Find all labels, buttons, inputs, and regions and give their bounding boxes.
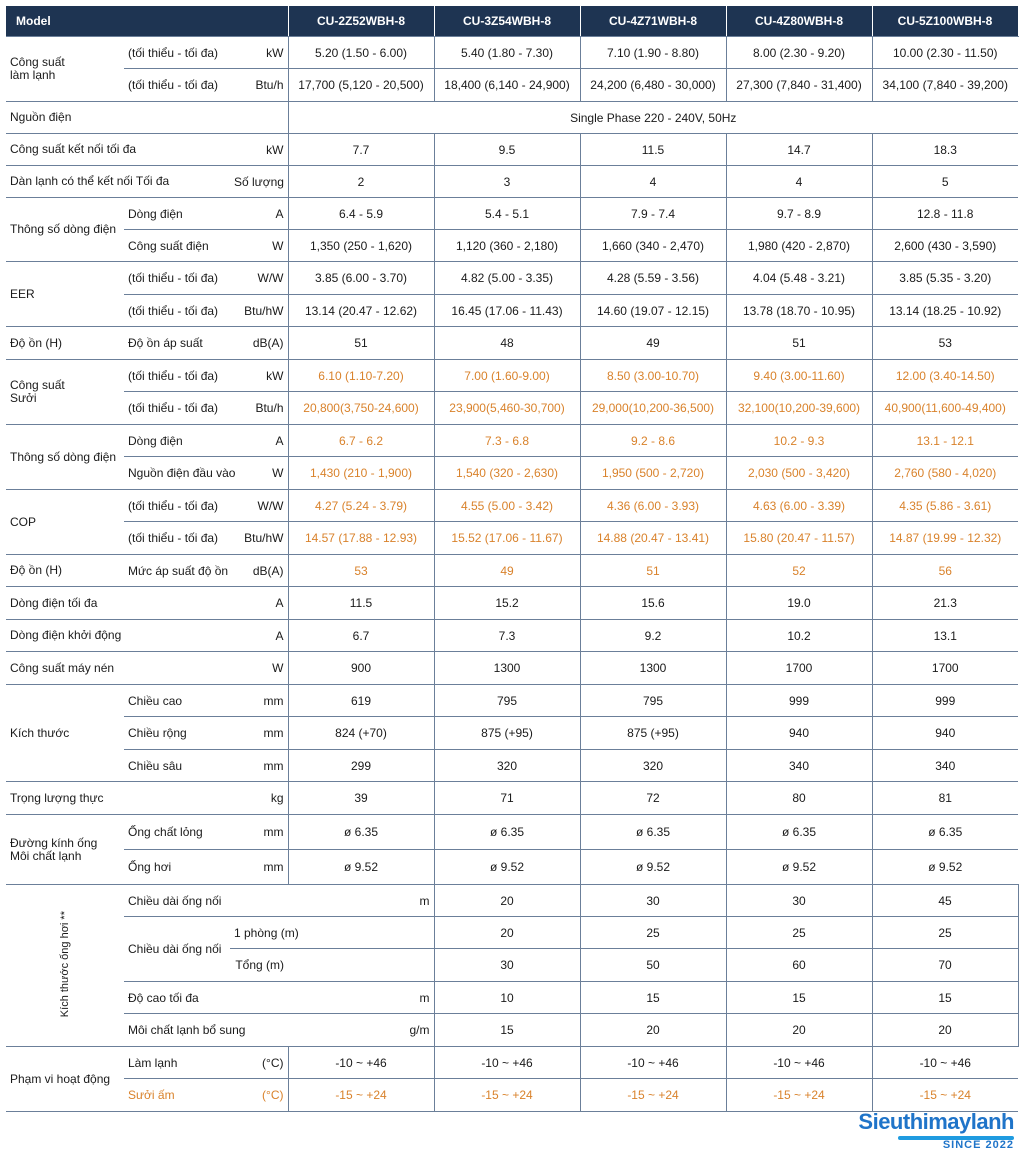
- value-cell: 24,200 (6,480 - 30,000): [580, 69, 726, 102]
- table-row: [6, 102, 1018, 134]
- table-row: [6, 166, 1018, 198]
- row-unit: dB(A): [230, 327, 288, 360]
- row-unit: W/W: [230, 490, 288, 522]
- value-cell: 25: [872, 917, 1018, 949]
- table-row: [6, 1014, 1018, 1047]
- value-cell: 25: [580, 917, 726, 949]
- row-sub-label: Ống chất lỏng: [124, 815, 230, 850]
- model-column-header: CU-2Z52WBH-8: [288, 6, 434, 37]
- value-cell: 9.2: [580, 620, 726, 652]
- value-cell: 14.7: [726, 134, 872, 166]
- row-unit: Btu/hW: [230, 522, 288, 555]
- value-cell: 1,660 (340 - 2,470): [580, 230, 726, 262]
- row-unit: kW: [230, 360, 288, 392]
- pipe-row-sub: 1 phòng (m): [230, 917, 288, 949]
- table-row: [6, 457, 1018, 490]
- value-cell: 1,980 (420 - 2,870): [726, 230, 872, 262]
- value-cell: 320: [580, 750, 726, 782]
- value-cell: 34,100 (7,840 - 39,200): [872, 69, 1018, 102]
- brand-name: Sieuthimaylanh: [858, 1109, 1014, 1134]
- row-group-label: Phạm vi hoạt động: [6, 1047, 124, 1112]
- model-column-header: CU-4Z71WBH-8: [580, 6, 726, 37]
- value-cell: 53: [872, 327, 1018, 360]
- row-unit: A: [230, 620, 288, 652]
- value-cell: 7.3 - 6.8: [434, 425, 580, 457]
- value-cell: -15 ~ +24: [288, 1079, 434, 1112]
- table-row: [6, 652, 1018, 685]
- row-unit: [288, 917, 434, 949]
- row-unit: dB(A): [230, 555, 288, 587]
- table-row: [6, 815, 1018, 850]
- value-cell: 3.85 (5.35 - 3.20): [872, 262, 1018, 295]
- row-sub-label: Độ ồn áp suất: [124, 327, 230, 360]
- value-cell: 16.45 (17.06 - 11.43): [434, 295, 580, 327]
- table-row: [6, 750, 1018, 782]
- pipe-row-label: Chiều dài ống nối: [124, 885, 288, 917]
- value-cell: 5.40 (1.80 - 7.30): [434, 37, 580, 69]
- value-cell: 20,800(3,750-24,600): [288, 392, 434, 425]
- model-column-header: CU-3Z54WBH-8: [434, 6, 580, 37]
- value-cell: 18.3: [872, 134, 1018, 166]
- value-cell: 10.2: [726, 620, 872, 652]
- value-cell: -10 ~ +46: [726, 1047, 872, 1079]
- value-cell: -10 ~ +46: [872, 1047, 1018, 1079]
- brand-since: SINCE 2022: [942, 1139, 1014, 1151]
- value-cell: 875 (+95): [434, 717, 580, 750]
- model-header: Model: [6, 6, 288, 37]
- header-row: [6, 6, 1018, 37]
- value-cell: 5.4 - 5.1: [434, 198, 580, 230]
- row-group-label: Nguồn điện: [6, 102, 230, 134]
- value-cell: -10 ~ +46: [434, 1047, 580, 1079]
- spec-body: [6, 37, 1018, 1112]
- value-cell: ø 6.35: [288, 815, 434, 850]
- row-unit: m: [288, 885, 434, 917]
- row-unit: Btu/h: [230, 69, 288, 102]
- value-cell: 619: [288, 685, 434, 717]
- row-sub-label: Mức áp suất độ ồn: [124, 555, 230, 587]
- value-cell: 1300: [580, 652, 726, 685]
- pipe-row-label: Chiều dài ống nối: [124, 917, 230, 982]
- row-group-label: Công suất làm lạnh: [6, 37, 124, 102]
- row-sub-label: (tối thiểu - tối đa): [124, 37, 230, 69]
- table-row: [6, 522, 1018, 555]
- row-sub-label: (tối thiểu - tối đa): [124, 360, 230, 392]
- table-row: [6, 587, 1018, 620]
- row-sub-label: Chiều rộng: [124, 717, 230, 750]
- row-unit: kW: [230, 134, 288, 166]
- value-cell: 4.27 (5.24 - 3.79): [288, 490, 434, 522]
- value-cell: 15: [580, 982, 726, 1014]
- value-cell: 340: [726, 750, 872, 782]
- row-sub-label: (tối thiểu - tối đa): [124, 392, 230, 425]
- value-cell: ø 9.52: [872, 850, 1018, 885]
- row-unit: kW: [230, 37, 288, 69]
- row-group-label: Độ ồn (H): [6, 555, 124, 587]
- value-cell: 15.6: [580, 587, 726, 620]
- value-cell: 7.10 (1.90 - 8.80): [580, 37, 726, 69]
- value-cell: 2: [288, 166, 434, 198]
- value-cell: 12.00 (3.40-14.50): [872, 360, 1018, 392]
- row-unit: Số lượng: [230, 166, 288, 198]
- table-row: [6, 620, 1018, 652]
- value-cell: 14.88 (20.47 - 13.41): [580, 522, 726, 555]
- value-cell: 15.52 (17.06 - 11.67): [434, 522, 580, 555]
- value-cell: 13.1: [872, 620, 1018, 652]
- value-cell: 6.7 - 6.2: [288, 425, 434, 457]
- table-row: [6, 850, 1018, 885]
- value-cell: 70: [872, 949, 1018, 982]
- value-cell: 49: [434, 555, 580, 587]
- value-cell: 18,400 (6,140 - 24,900): [434, 69, 580, 102]
- value-cell: 1,540 (320 - 2,630): [434, 457, 580, 490]
- value-cell: 40,900(11,600-49,400): [872, 392, 1018, 425]
- row-unit: (°C): [230, 1079, 288, 1112]
- pipe-row-sub: Tổng (m): [230, 949, 288, 982]
- value-cell: 999: [726, 685, 872, 717]
- value-cell: 4: [726, 166, 872, 198]
- row-unit: [288, 949, 434, 982]
- value-cell: 20: [726, 1014, 872, 1047]
- row-unit: g/m: [288, 1014, 434, 1047]
- value-cell: 1700: [726, 652, 872, 685]
- table-row: [6, 685, 1018, 717]
- row-group-label: EER: [6, 262, 124, 327]
- value-cell: 2,600 (430 - 3,590): [872, 230, 1018, 262]
- row-sub-label: (tối thiểu - tối đa): [124, 522, 230, 555]
- value-cell: 824 (+70): [288, 717, 434, 750]
- pipe-row-label: Môi chất lạnh bổ sung: [124, 1014, 288, 1047]
- value-cell: 4.36 (6.00 - 3.93): [580, 490, 726, 522]
- value-cell: 10: [434, 982, 580, 1014]
- value-cell: 4.28 (5.59 - 3.56): [580, 262, 726, 295]
- value-cell: 11.5: [288, 587, 434, 620]
- value-cell: ø 6.35: [726, 815, 872, 850]
- value-cell: 1,430 (210 - 1,900): [288, 457, 434, 490]
- value-cell: 20: [872, 1014, 1018, 1047]
- row-unit: mm: [230, 717, 288, 750]
- row-unit: A: [230, 198, 288, 230]
- value-cell: 72: [580, 782, 726, 815]
- value-cell: ø 6.35: [434, 815, 580, 850]
- pipe-group-vertical-label: Kích thước ống hơi **: [59, 910, 71, 1018]
- row-group-label: Thông số dòng điện: [6, 198, 124, 262]
- value-cell: 20: [580, 1014, 726, 1047]
- full-width-value: Single Phase 220 - 240V, 50Hz: [288, 102, 1018, 134]
- value-cell: ø 9.52: [288, 850, 434, 885]
- value-cell: 15: [872, 982, 1018, 1014]
- value-cell: 14.57 (17.88 - 12.93): [288, 522, 434, 555]
- row-sub-label: (tối thiểu - tối đa): [124, 262, 230, 295]
- value-cell: -10 ~ +46: [288, 1047, 434, 1079]
- row-unit: A: [230, 425, 288, 457]
- value-cell: 6.10 (1.10-7.20): [288, 360, 434, 392]
- value-cell: 15: [726, 982, 872, 1014]
- row-group-label: Độ ồn (H): [6, 327, 124, 360]
- row-unit: mm: [230, 815, 288, 850]
- row-sub-label: Công suất điện: [124, 230, 230, 262]
- value-cell: 2,030 (500 - 3,420): [726, 457, 872, 490]
- value-cell: 5.20 (1.50 - 6.00): [288, 37, 434, 69]
- value-cell: 81: [872, 782, 1018, 815]
- table-row: [6, 717, 1018, 750]
- value-cell: 795: [580, 685, 726, 717]
- table-row: [6, 134, 1018, 166]
- value-cell: 60: [726, 949, 872, 982]
- row-unit: [230, 102, 288, 134]
- value-cell: 13.1 - 12.1: [872, 425, 1018, 457]
- row-unit: W/W: [230, 262, 288, 295]
- row-sub-label: Sưởi ấm: [124, 1079, 230, 1112]
- value-cell: 3.85 (6.00 - 3.70): [288, 262, 434, 295]
- row-unit: kg: [230, 782, 288, 815]
- row-unit: Btu/hW: [230, 295, 288, 327]
- row-sub-label: Chiều sâu: [124, 750, 230, 782]
- table-row: [6, 392, 1018, 425]
- value-cell: 10.00 (2.30 - 11.50): [872, 37, 1018, 69]
- value-cell: 13.78 (18.70 - 10.95): [726, 295, 872, 327]
- value-cell: 4.63 (6.00 - 3.39): [726, 490, 872, 522]
- row-sub-label: (tối thiểu - tối đa): [124, 295, 230, 327]
- value-cell: 7.7: [288, 134, 434, 166]
- value-cell: ø 9.52: [434, 850, 580, 885]
- value-cell: 13.14 (18.25 - 10.92): [872, 295, 1018, 327]
- value-cell: 1,120 (360 - 2,180): [434, 230, 580, 262]
- value-cell: 48: [434, 327, 580, 360]
- value-cell: 795: [434, 685, 580, 717]
- row-group-label: Dòng điện tối đa: [6, 587, 230, 620]
- value-cell: 875 (+95): [580, 717, 726, 750]
- value-cell: 7.3: [434, 620, 580, 652]
- value-cell: 32,100(10,200-39,600): [726, 392, 872, 425]
- value-cell: 29,000(10,200-36,500): [580, 392, 726, 425]
- table-row: [6, 1047, 1018, 1079]
- value-cell: 30: [580, 885, 726, 917]
- value-cell: 1700: [872, 652, 1018, 685]
- value-cell: ø 9.52: [580, 850, 726, 885]
- value-cell: 39: [288, 782, 434, 815]
- value-cell: 6.7: [288, 620, 434, 652]
- value-cell: 6.4 - 5.9: [288, 198, 434, 230]
- value-cell: 30: [434, 949, 580, 982]
- row-unit: W: [230, 230, 288, 262]
- value-cell: ø 9.52: [726, 850, 872, 885]
- table-row: [6, 198, 1018, 230]
- value-cell: 4.04 (5.48 - 3.21): [726, 262, 872, 295]
- row-sub-label: Nguồn điện đầu vào: [124, 457, 230, 490]
- value-cell: 20: [434, 885, 580, 917]
- table-row: [6, 230, 1018, 262]
- value-cell: 940: [872, 717, 1018, 750]
- value-cell: 10.2 - 9.3: [726, 425, 872, 457]
- table-row: [6, 885, 1018, 917]
- value-cell: 49: [580, 327, 726, 360]
- value-cell: 940: [726, 717, 872, 750]
- row-sub-label: Dòng điện: [124, 198, 230, 230]
- table-row: [6, 37, 1018, 69]
- value-cell: 4.55 (5.00 - 3.42): [434, 490, 580, 522]
- row-unit: Btu/h: [230, 392, 288, 425]
- value-cell: -15 ~ +24: [434, 1079, 580, 1112]
- row-sub-label: (tối thiểu - tối đa): [124, 69, 230, 102]
- value-cell: 999: [872, 685, 1018, 717]
- value-cell: ø 6.35: [872, 815, 1018, 850]
- row-sub-label: Dòng điện: [124, 425, 230, 457]
- value-cell: 9.2 - 8.6: [580, 425, 726, 457]
- value-cell: 15.2: [434, 587, 580, 620]
- value-cell: 7.00 (1.60-9.00): [434, 360, 580, 392]
- table-row: [6, 360, 1018, 392]
- row-group-label: Trọng lượng thực: [6, 782, 230, 815]
- value-cell: 14.87 (19.99 - 12.32): [872, 522, 1018, 555]
- row-group-label: Thông số dòng điện: [6, 425, 124, 490]
- row-group-label: Đường kính ống Môi chất lạnh: [6, 815, 124, 885]
- value-cell: 71: [434, 782, 580, 815]
- value-cell: 1300: [434, 652, 580, 685]
- value-cell: 9.40 (3.00-11.60): [726, 360, 872, 392]
- brand-logo: [858, 1109, 1014, 1151]
- table-row: [6, 982, 1018, 1014]
- value-cell: 30: [726, 885, 872, 917]
- row-sub-label: Ống hơi: [124, 850, 230, 885]
- value-cell: 2,760 (580 - 4,020): [872, 457, 1018, 490]
- value-cell: 21.3: [872, 587, 1018, 620]
- value-cell: 25: [726, 917, 872, 949]
- value-cell: -10 ~ +46: [580, 1047, 726, 1079]
- table-row: [6, 782, 1018, 815]
- row-unit: m: [288, 982, 434, 1014]
- row-unit: (°C): [230, 1047, 288, 1079]
- table-row: [6, 262, 1018, 295]
- table-row: [6, 295, 1018, 327]
- value-cell: 80: [726, 782, 872, 815]
- table-row: [6, 555, 1018, 587]
- value-cell: 56: [872, 555, 1018, 587]
- value-cell: 900: [288, 652, 434, 685]
- value-cell: 8.50 (3.00-10.70): [580, 360, 726, 392]
- value-cell: 340: [872, 750, 1018, 782]
- row-group-label: Công suất máy nén: [6, 652, 230, 685]
- value-cell: 14.60 (19.07 - 12.15): [580, 295, 726, 327]
- pipe-row-label: Độ cao tối đa: [124, 982, 288, 1014]
- table-row: [6, 425, 1018, 457]
- value-cell: 11.5: [580, 134, 726, 166]
- value-cell: 3: [434, 166, 580, 198]
- row-group-label: Dàn lạnh có thể kết nối Tối đa: [6, 166, 230, 198]
- value-cell: 1,350 (250 - 1,620): [288, 230, 434, 262]
- value-cell: 27,300 (7,840 - 31,400): [726, 69, 872, 102]
- value-cell: 23,900(5,460-30,700): [434, 392, 580, 425]
- value-cell: 13.14 (20.47 - 12.62): [288, 295, 434, 327]
- model-column-header: CU-4Z80WBH-8: [726, 6, 872, 37]
- table-row: [6, 69, 1018, 102]
- value-cell: 53: [288, 555, 434, 587]
- row-group-label: Công suất Sưởi: [6, 360, 124, 425]
- value-cell: 1,950 (500 - 2,720): [580, 457, 726, 490]
- value-cell: 15.80 (20.47 - 11.57): [726, 522, 872, 555]
- table-row: [6, 490, 1018, 522]
- pipe-group-cell: [6, 885, 124, 1047]
- value-cell: 8.00 (2.30 - 9.20): [726, 37, 872, 69]
- table-row: [6, 917, 1018, 949]
- row-sub-label: (tối thiểu - tối đa): [124, 490, 230, 522]
- table-row: [6, 327, 1018, 360]
- row-sub-label: Chiều cao: [124, 685, 230, 717]
- value-cell: 45: [872, 885, 1018, 917]
- value-cell: 50: [580, 949, 726, 982]
- row-group-label: Công suất kết nối tối đa: [6, 134, 230, 166]
- row-unit: mm: [230, 850, 288, 885]
- value-cell: 299: [288, 750, 434, 782]
- row-unit: W: [230, 652, 288, 685]
- value-cell: 4.35 (5.86 - 3.61): [872, 490, 1018, 522]
- spec-table: [6, 6, 1018, 1112]
- row-group-label: COP: [6, 490, 124, 555]
- value-cell: ø 6.35: [580, 815, 726, 850]
- row-unit: A: [230, 587, 288, 620]
- value-cell: 20: [434, 917, 580, 949]
- value-cell: 17,700 (5,120 - 20,500): [288, 69, 434, 102]
- value-cell: 51: [726, 327, 872, 360]
- value-cell: 5: [872, 166, 1018, 198]
- value-cell: 9.5: [434, 134, 580, 166]
- value-cell: -15 ~ +24: [872, 1079, 1018, 1112]
- table-row: [6, 1079, 1018, 1112]
- row-group-label: Dòng điện khởi động: [6, 620, 230, 652]
- value-cell: 52: [726, 555, 872, 587]
- value-cell: 4: [580, 166, 726, 198]
- value-cell: 4.82 (5.00 - 3.35): [434, 262, 580, 295]
- row-group-label: Kích thước: [6, 685, 124, 782]
- value-cell: 51: [288, 327, 434, 360]
- value-cell: 15: [434, 1014, 580, 1047]
- value-cell: 12.8 - 11.8: [872, 198, 1018, 230]
- value-cell: -15 ~ +24: [580, 1079, 726, 1112]
- value-cell: 19.0: [726, 587, 872, 620]
- row-unit: W: [230, 457, 288, 490]
- row-unit: mm: [230, 685, 288, 717]
- model-column-header: CU-5Z100WBH-8: [872, 6, 1018, 37]
- value-cell: 7.9 - 7.4: [580, 198, 726, 230]
- value-cell: 320: [434, 750, 580, 782]
- row-unit: mm: [230, 750, 288, 782]
- value-cell: -15 ~ +24: [726, 1079, 872, 1112]
- row-sub-label: Làm lạnh: [124, 1047, 230, 1079]
- value-cell: 51: [580, 555, 726, 587]
- value-cell: 9.7 - 8.9: [726, 198, 872, 230]
